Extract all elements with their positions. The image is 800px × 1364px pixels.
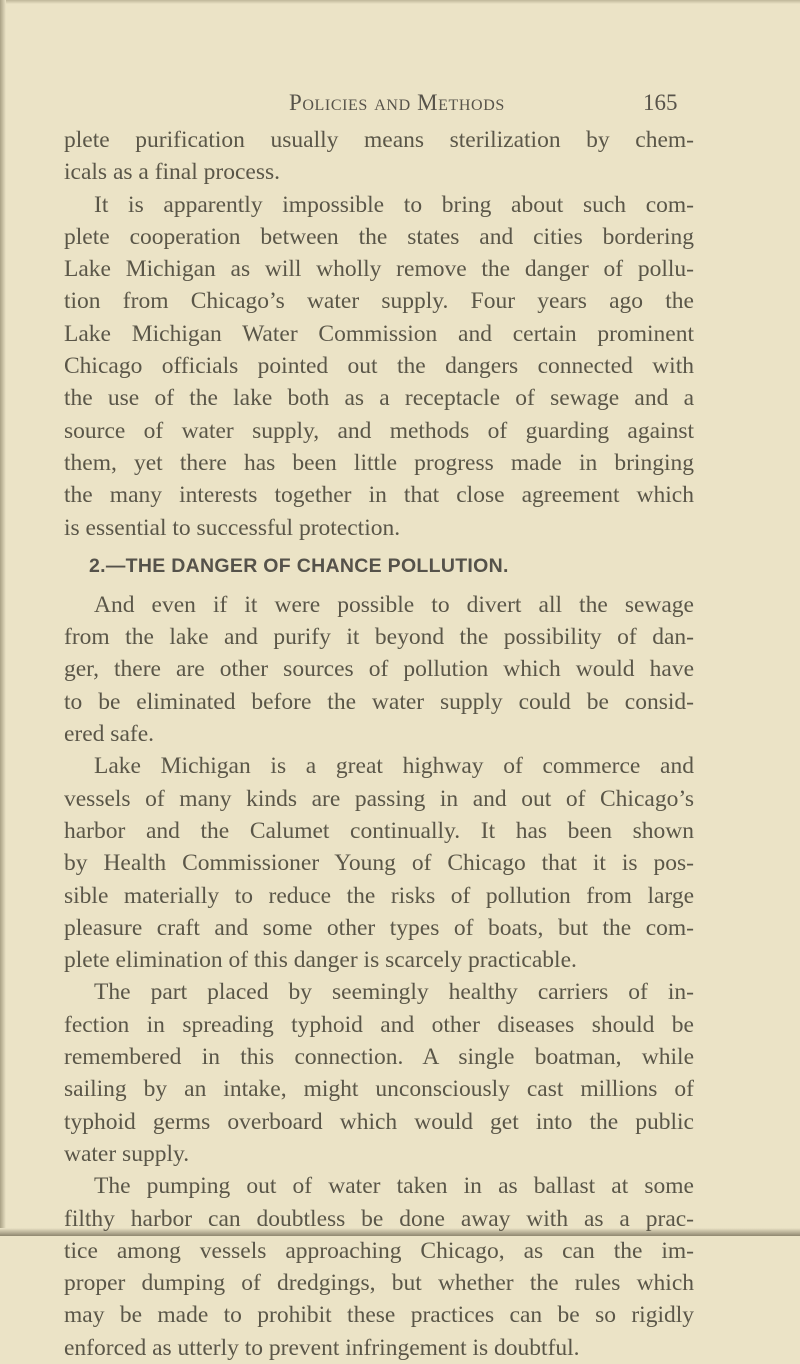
text-line: The part placed by seemingly healthy carriers of in- (94, 979, 694, 1006)
text-line: the many interests together in that close agreement which (64, 482, 694, 509)
text-line: Lake Michigan Water Commission and certain prominent (64, 320, 694, 347)
text-line: It is apparently impossible to bring about such com- (94, 191, 694, 218)
text-line: pleasure craft and some other types of boats, but the com- (64, 914, 694, 941)
text-line: The pumping out of water taken in as ballast at some (94, 1173, 694, 1200)
text-line: remembered in this connection. A single boatman, while (64, 1044, 694, 1071)
text-line: plete elimination of this danger is scarcely practicable. (64, 947, 577, 974)
text-line: may be made to prohibit these practices can be so rigidly (64, 1302, 694, 1329)
text-line: by Health Commissioner Young of Chicago that it is pos- (64, 850, 694, 877)
text-line: proper dumping of dredgings, but whether the rules which (64, 1270, 694, 1297)
text-line: source of water supply, and methods of guarding against (64, 417, 694, 444)
text-line: from the lake and purify it beyond the possibility of dan- (64, 624, 694, 651)
body-text (64, 124, 694, 1364)
text-line: Lake Michigan as will wholly remove the danger of pollu- (64, 256, 694, 283)
text-line: Lake Michigan is a great highway of commerce and (94, 753, 694, 780)
running-title: Policies and Methods (289, 90, 505, 115)
text-line: plete purification usually means sterilization by chem- (64, 127, 694, 153)
text-line: ger, there are other sources of pollution which would have (64, 656, 694, 683)
text-line: enforced as utterly to prevent infringement is doubtful. (64, 1334, 580, 1361)
text-line: harbor and the Calumet continually. It has been shown (64, 817, 694, 844)
text-line: to be eliminated before the water supply could be consid- (64, 688, 694, 715)
text-line: sible materially to reduce the risks of pollution from large (64, 882, 694, 909)
text-line: sailing by an intake, might unconsciously cast millions of (64, 1076, 694, 1103)
text-line: filthy harbor can doubtless be done away with as a prac- (64, 1205, 694, 1232)
running-head (0, 88, 800, 120)
text-line: typhoid germs overboard which would get into the public (64, 1108, 694, 1135)
text-line: the use of the lake both as a receptacle of sewage and a (64, 385, 694, 412)
text-line: vessels of many kinds are passing in and out of Chicago’s (64, 785, 694, 812)
text-line: water supply. (64, 1140, 190, 1167)
text-line: icals as a final process. (64, 159, 280, 186)
text-line: tion from Chicago’s water supply. Four years ago the (64, 288, 694, 315)
text-line: ered safe. (64, 721, 155, 748)
page-number: 165 (643, 90, 678, 115)
text-line: tice among vessels approaching Chicago, as can the im- (64, 1237, 694, 1264)
text-line: fection in spreading typhoid and other diseases should be (64, 1011, 694, 1038)
text-line: And even if it were possible to divert all the sewage (94, 591, 694, 618)
section-heading: 2.—THE DANGER OF CHANCE POLLUTION. (89, 554, 509, 577)
text-line: plete cooperation between the states and cities bordering (64, 223, 694, 250)
text-line: Chicago officials pointed out the dangers connected with (64, 353, 694, 380)
text-line: them, yet there has been little progress made in bringing (64, 449, 694, 476)
text-line: is essential to successful protection. (64, 514, 401, 541)
